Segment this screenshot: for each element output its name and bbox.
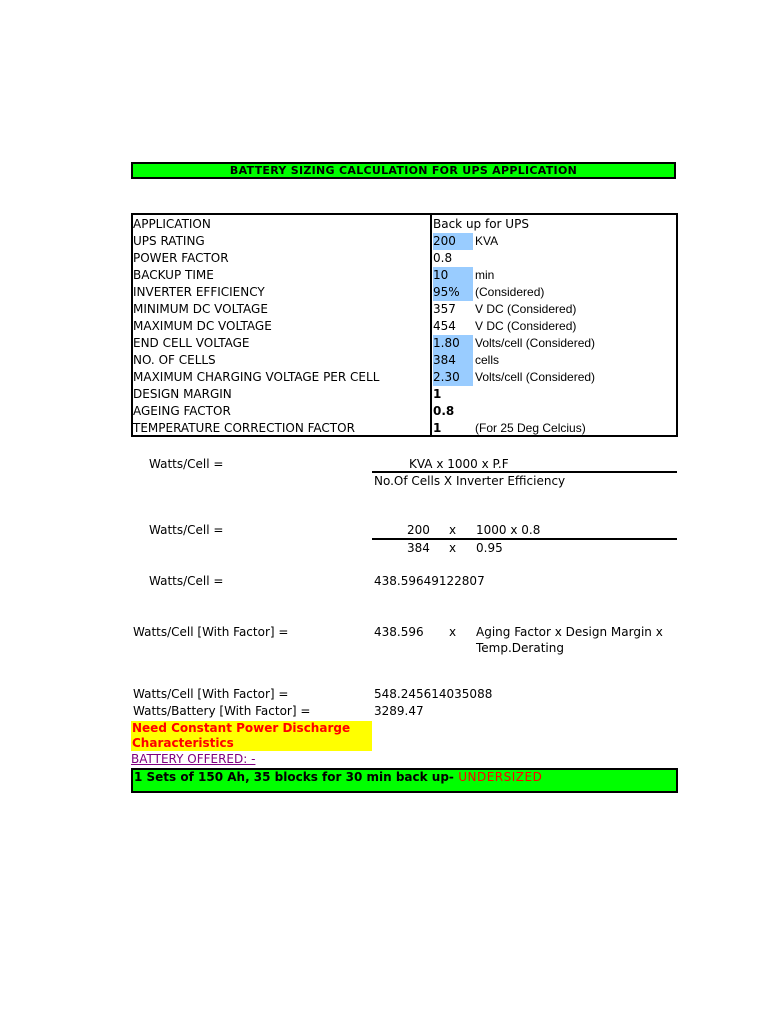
result-bar: [131, 768, 678, 793]
parameter-label: MAXIMUM CHARGING VOLTAGE PER CELL: [133, 370, 380, 384]
parameter-row: [133, 318, 676, 335]
parameter-label: APPLICATION: [133, 217, 211, 231]
formula2-num-x: x: [449, 523, 457, 537]
formula2-den-x: x: [449, 541, 457, 555]
battery-offered-link[interactable]: BATTERY OFFERED: -: [131, 752, 256, 766]
parameter-value[interactable]: 1: [433, 421, 442, 435]
parameter-value[interactable]: 1: [433, 387, 442, 401]
parameter-unit: V DC (Considered): [475, 319, 577, 333]
notice-line1: Need Constant Power Discharge: [132, 721, 351, 735]
parameter-value[interactable]: Back up for UPS: [433, 217, 529, 231]
sheet-title: BATTERY SIZING CALCULATION FOR UPS APPLICATION: [131, 162, 676, 179]
parameter-value[interactable]: 0.8: [433, 404, 455, 418]
parameter-value[interactable]: 10: [433, 267, 473, 284]
parameter-label: INVERTER EFFICIENCY: [133, 285, 265, 299]
result-text: 1 Sets of 150 Ah, 35 blocks for 30 min back up-: [134, 770, 454, 784]
parameter-label: MINIMUM DC VOLTAGE: [133, 302, 268, 316]
formula4-label: Watts/Cell [With Factor] =: [133, 625, 289, 639]
parameter-row: [133, 420, 676, 437]
parameter-row: [133, 335, 676, 352]
parameter-row: [133, 267, 676, 284]
constant-power-notice: [131, 721, 372, 751]
parameter-label: AGEING FACTOR: [133, 404, 231, 418]
formula1-label: Watts/Cell =: [149, 457, 224, 471]
parameter-label: NO. OF CELLS: [133, 353, 216, 367]
formula3-label: Watts/Cell =: [149, 574, 224, 588]
parameter-value[interactable]: 2.30: [433, 369, 473, 386]
parameter-unit: cells: [475, 353, 500, 367]
formula1-numerator: KVA x 1000 x P.F: [409, 457, 509, 471]
parameter-value[interactable]: 200: [433, 233, 473, 250]
parameter-label: MAXIMUM DC VOLTAGE: [133, 319, 272, 333]
formula3-value: 438.59649122807: [374, 574, 485, 588]
parameter-label: DESIGN MARGIN: [133, 387, 232, 401]
parameter-value[interactable]: 0.8: [433, 251, 453, 265]
parameter-row: [133, 301, 676, 318]
parameter-unit: (Considered): [475, 285, 545, 299]
parameter-row: [133, 386, 676, 403]
parameter-unit: (For 25 Deg Celcius): [475, 421, 586, 435]
formula4-value: 438.596: [374, 625, 424, 639]
parameter-value[interactable]: 95%: [433, 284, 473, 301]
parameter-row: [133, 284, 676, 301]
parameter-value[interactable]: 357: [433, 302, 456, 316]
parameter-row: [133, 352, 676, 369]
parameter-label: END CELL VOLTAGE: [133, 336, 250, 350]
parameter-value[interactable]: 1.80: [433, 335, 473, 352]
formula6-label: Watts/Battery [With Factor] =: [133, 704, 311, 718]
parameter-label: BACKUP TIME: [133, 268, 214, 282]
formula4-expr-line2: Temp.Derating: [476, 641, 564, 655]
parameter-row: [133, 250, 676, 267]
notice-line2: Characteristics: [132, 736, 234, 750]
formula4-expr-line1: Aging Factor x Design Margin x: [476, 625, 663, 639]
parameter-unit: KVA: [475, 234, 499, 248]
parameter-value[interactable]: 384: [433, 352, 473, 369]
parameter-unit: V DC (Considered): [475, 302, 577, 316]
parameter-label: UPS RATING: [133, 234, 205, 248]
formula2-label: Watts/Cell =: [149, 523, 224, 537]
parameter-row: [133, 403, 676, 420]
formula6-value: 3289.47: [374, 704, 424, 718]
formula2-num-a: 200: [407, 523, 430, 537]
parameter-label: TEMPERATURE CORRECTION FACTOR: [133, 421, 355, 435]
parameter-unit: Volts/cell (Considered): [475, 370, 596, 384]
parameter-row: [133, 216, 676, 233]
parameter-unit: min: [475, 268, 495, 282]
parameter-unit: Volts/cell (Considered): [475, 336, 596, 350]
formula5-label: Watts/Cell [With Factor] =: [133, 687, 289, 701]
parameter-row: [133, 369, 676, 386]
formula2-fraction-line: [372, 538, 677, 540]
formula1-fraction-line: [372, 471, 677, 473]
formula5-value: 548.245614035088: [374, 687, 493, 701]
parameter-row: [133, 233, 676, 250]
formula2-den-b: 0.95: [476, 541, 503, 555]
parameter-label: POWER FACTOR: [133, 251, 229, 265]
formula4-x: x: [449, 625, 457, 639]
parameter-value[interactable]: 454: [433, 319, 456, 333]
result-status: UNDERSIZED: [453, 770, 543, 784]
formula2-den-a: 384: [407, 541, 430, 555]
formula2-num-b: 1000 x 0.8: [476, 523, 541, 537]
formula1-denominator: No.Of Cells X Inverter Efficiency: [374, 474, 566, 488]
